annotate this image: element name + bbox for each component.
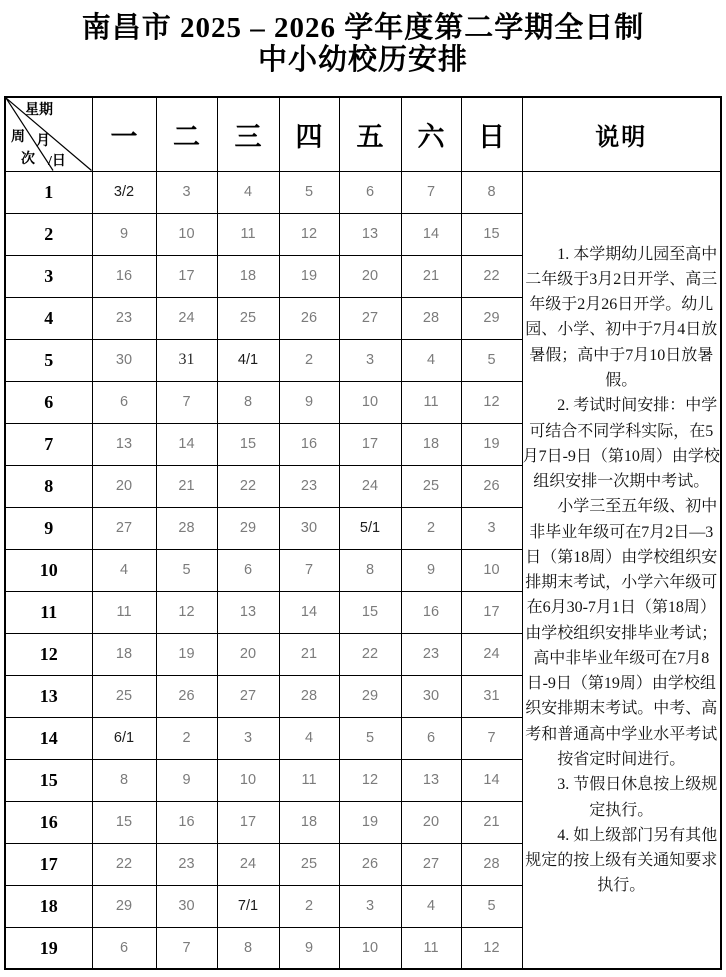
date-cell: 4 xyxy=(279,717,339,759)
date-cell: 9 xyxy=(401,549,461,591)
date-cell: 14 xyxy=(156,423,217,465)
weekday-header-thu: 四 xyxy=(279,97,339,171)
date-cell: 29 xyxy=(461,297,522,339)
date-cell: 24 xyxy=(217,843,279,885)
date-cell: 12 xyxy=(339,759,401,801)
date-cell: 16 xyxy=(401,591,461,633)
notes-cell xyxy=(522,171,721,969)
date-cell: 15 xyxy=(461,213,522,255)
date-cell: 7 xyxy=(279,549,339,591)
date-cell: 27 xyxy=(92,507,156,549)
date-cell: 27 xyxy=(401,843,461,885)
date-cell: 13 xyxy=(401,759,461,801)
week-number: 17 xyxy=(5,843,92,885)
corner-weeknum-label-top: 周 xyxy=(11,130,25,146)
date-cell: 16 xyxy=(279,423,339,465)
date-cell: 15 xyxy=(339,591,401,633)
date-cell: 19 xyxy=(339,801,401,843)
date-cell: 4 xyxy=(217,171,279,213)
date-cell: 17 xyxy=(461,591,522,633)
date-cell: 11 xyxy=(217,213,279,255)
date-cell: 11 xyxy=(279,759,339,801)
weekday-header-wed: 三 xyxy=(217,97,279,171)
date-cell: 30 xyxy=(156,885,217,927)
date-cell: 30 xyxy=(92,339,156,381)
calendar-page xyxy=(0,12,726,970)
date-cell: 21 xyxy=(279,633,339,675)
date-cell: 29 xyxy=(217,507,279,549)
date-cell: 2 xyxy=(401,507,461,549)
week-number: 14 xyxy=(5,717,92,759)
date-cell: 6 xyxy=(339,171,401,213)
date-cell: 22 xyxy=(339,633,401,675)
date-cell: 10 xyxy=(217,759,279,801)
weekday-header-fri: 五 xyxy=(339,97,401,171)
date-cell: 20 xyxy=(92,465,156,507)
date-cell: 20 xyxy=(401,801,461,843)
date-cell: 10 xyxy=(156,213,217,255)
date-cell: 20 xyxy=(217,633,279,675)
date-cell: 23 xyxy=(279,465,339,507)
week-number: 11 xyxy=(5,591,92,633)
week-number: 4 xyxy=(5,297,92,339)
date-cell: 14 xyxy=(279,591,339,633)
date-cell: 27 xyxy=(339,297,401,339)
date-cell: 15 xyxy=(92,801,156,843)
date-cell: 4 xyxy=(401,885,461,927)
date-cell: 3 xyxy=(339,885,401,927)
date-cell: 3 xyxy=(156,171,217,213)
notes-paragraph: 1. 本学期幼儿园至高中二年级于3月2日开学、高三年级于2月26日开学。幼儿园、小学、初中于7月4日放暑假；高中于7月10日放暑假。 xyxy=(525,245,718,389)
date-cell: 4 xyxy=(92,549,156,591)
date-cell: 29 xyxy=(92,885,156,927)
weekday-header-sun: 日 xyxy=(461,97,522,171)
date-cell: 22 xyxy=(461,255,522,297)
week-number: 9 xyxy=(5,507,92,549)
week-number: 12 xyxy=(5,633,92,675)
date-cell: 13 xyxy=(92,423,156,465)
date-cell: 10 xyxy=(461,549,522,591)
date-cell: 2 xyxy=(156,717,217,759)
date-cell: 11 xyxy=(401,927,461,969)
date-cell: 26 xyxy=(279,297,339,339)
date-cell: 5 xyxy=(339,717,401,759)
date-cell: 30 xyxy=(279,507,339,549)
date-cell: 18 xyxy=(217,255,279,297)
date-cell: 5 xyxy=(279,171,339,213)
corner-header-cell xyxy=(5,97,92,171)
date-cell: 19 xyxy=(279,255,339,297)
date-cell: 2 xyxy=(279,339,339,381)
date-cell: 6 xyxy=(92,381,156,423)
calendar-week-row xyxy=(5,171,721,213)
date-cell: 7 xyxy=(156,381,217,423)
date-cell: 23 xyxy=(401,633,461,675)
week-number: 8 xyxy=(5,465,92,507)
date-cell: 21 xyxy=(156,465,217,507)
date-cell: 15 xyxy=(217,423,279,465)
week-number: 16 xyxy=(5,801,92,843)
date-cell: 24 xyxy=(461,633,522,675)
date-cell: 2 xyxy=(279,885,339,927)
date-cell: 28 xyxy=(279,675,339,717)
date-cell: 19 xyxy=(461,423,522,465)
date-cell: 7 xyxy=(401,171,461,213)
header-row xyxy=(5,97,721,171)
date-cell: 25 xyxy=(401,465,461,507)
calendar-body xyxy=(5,171,721,969)
date-cell: 8 xyxy=(339,549,401,591)
date-cell: 18 xyxy=(401,423,461,465)
date-cell: 20 xyxy=(339,255,401,297)
date-cell: 6/1 xyxy=(92,717,156,759)
date-cell: 12 xyxy=(461,381,522,423)
date-cell: 17 xyxy=(339,423,401,465)
date-cell: 6 xyxy=(217,549,279,591)
weekday-header-sat: 六 xyxy=(401,97,461,171)
date-cell: 13 xyxy=(217,591,279,633)
date-cell: 18 xyxy=(92,633,156,675)
date-cell: 25 xyxy=(92,675,156,717)
date-cell: 9 xyxy=(279,381,339,423)
calendar-table xyxy=(4,96,722,970)
date-cell: 19 xyxy=(156,633,217,675)
date-cell: 5 xyxy=(461,885,522,927)
date-cell: 3 xyxy=(217,717,279,759)
week-number: 1 xyxy=(5,171,92,213)
date-cell: 26 xyxy=(339,843,401,885)
date-cell: 18 xyxy=(279,801,339,843)
notes-paragraph: 3. 节假日休息按上级规定执行。 xyxy=(557,776,718,819)
date-cell: 9 xyxy=(92,213,156,255)
corner-weekday-label: 星期 xyxy=(25,103,53,119)
date-cell: 26 xyxy=(461,465,522,507)
page-title-line1: 南昌市 2025 – 2026 学年度第二学期全日制 xyxy=(81,12,645,44)
date-cell: 8 xyxy=(92,759,156,801)
date-cell: 12 xyxy=(156,591,217,633)
date-cell: 7/1 xyxy=(217,885,279,927)
date-cell: 8 xyxy=(217,381,279,423)
page-title-line2: 中小幼校历安排 xyxy=(257,44,468,77)
date-cell: 28 xyxy=(156,507,217,549)
week-number: 10 xyxy=(5,549,92,591)
date-cell: 3/2 xyxy=(92,171,156,213)
date-cell: 9 xyxy=(156,759,217,801)
week-number: 15 xyxy=(5,759,92,801)
date-cell: 24 xyxy=(156,297,217,339)
date-cell: 22 xyxy=(92,843,156,885)
date-cell: 24 xyxy=(339,465,401,507)
date-cell: 14 xyxy=(461,759,522,801)
date-cell: 25 xyxy=(217,297,279,339)
date-cell: 21 xyxy=(461,801,522,843)
date-cell: 23 xyxy=(92,297,156,339)
date-cell: 7 xyxy=(156,927,217,969)
date-cell: 5 xyxy=(156,549,217,591)
date-cell: 8 xyxy=(461,171,522,213)
date-cell: 31 xyxy=(156,339,217,381)
date-cell: 3 xyxy=(461,507,522,549)
week-number: 7 xyxy=(5,423,92,465)
date-cell: 4/1 xyxy=(217,339,279,381)
date-cell: 26 xyxy=(156,675,217,717)
date-cell: 10 xyxy=(339,927,401,969)
date-cell: 11 xyxy=(401,381,461,423)
date-cell: 13 xyxy=(339,213,401,255)
date-cell: 28 xyxy=(401,297,461,339)
date-cell: 31 xyxy=(461,675,522,717)
date-cell: 12 xyxy=(461,927,522,969)
date-cell: 5 xyxy=(461,339,522,381)
week-number: 6 xyxy=(5,381,92,423)
date-cell: 27 xyxy=(217,675,279,717)
corner-weeknum-label-bottom: 次 xyxy=(21,152,35,168)
week-number: 19 xyxy=(5,927,92,969)
date-cell: 8 xyxy=(217,927,279,969)
date-cell: 22 xyxy=(217,465,279,507)
date-cell: 7 xyxy=(461,717,522,759)
date-cell: 3 xyxy=(339,339,401,381)
date-cell: 9 xyxy=(279,927,339,969)
week-number: 2 xyxy=(5,213,92,255)
date-cell: 28 xyxy=(461,843,522,885)
date-cell: 10 xyxy=(339,381,401,423)
week-number: 5 xyxy=(5,339,92,381)
weekday-header-tue: 二 xyxy=(156,97,217,171)
date-cell: 6 xyxy=(401,717,461,759)
date-cell: 25 xyxy=(279,843,339,885)
date-cell: 12 xyxy=(279,213,339,255)
corner-day-label: /日 xyxy=(48,154,66,170)
date-cell: 16 xyxy=(92,255,156,297)
date-cell: 17 xyxy=(156,255,217,297)
week-number: 18 xyxy=(5,885,92,927)
notes-paragraph: 小学三至五年级、初中非毕业年级可在7月2日—3日（第18周）由学校组织安排期末考试，小学六年级可在6月30-7月1日（第18周）由学校组织安排毕业考试；高中非毕业年级可在7月8日-9日（第19周）由学校组织安排期末考试。中考、高考和普通高中学业水平考试按省定时间进行。 xyxy=(525,498,718,768)
date-cell: 16 xyxy=(156,801,217,843)
date-cell: 29 xyxy=(339,675,401,717)
page-title xyxy=(0,12,726,77)
date-cell: 4 xyxy=(401,339,461,381)
notes-paragraph: 4. 如上级部门另有其他规定的按上级有关通知要求执行。 xyxy=(525,826,718,895)
date-cell: 11 xyxy=(92,591,156,633)
notes-header: 说明 xyxy=(522,97,721,171)
date-cell: 30 xyxy=(401,675,461,717)
date-cell: 17 xyxy=(217,801,279,843)
week-number: 3 xyxy=(5,255,92,297)
date-cell: 21 xyxy=(401,255,461,297)
date-cell: 6 xyxy=(92,927,156,969)
date-cell: 5/1 xyxy=(339,507,401,549)
date-cell: 14 xyxy=(401,213,461,255)
weekday-header-mon: 一 xyxy=(92,97,156,171)
week-number: 13 xyxy=(5,675,92,717)
corner-month-label: 月 xyxy=(36,134,50,150)
notes-paragraph: 2. 考试时间安排：中学可结合不同学科实际，在5月7日-9日（第10周）由学校组织安排一次期中考试。 xyxy=(522,397,720,491)
date-cell: 23 xyxy=(156,843,217,885)
